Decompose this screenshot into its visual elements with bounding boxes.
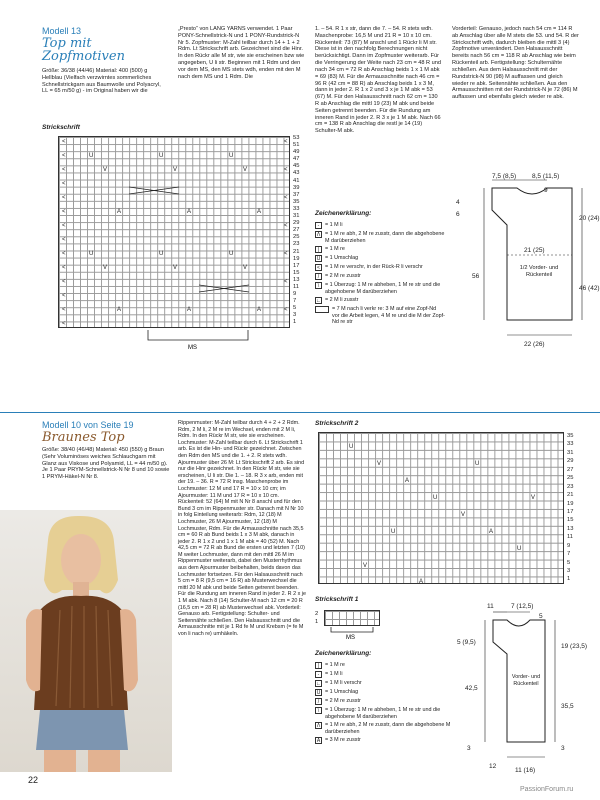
yarn-over-icon: U: [316, 256, 321, 263]
svg-text:A: A: [257, 209, 262, 215]
svg-text:A: A: [419, 579, 424, 585]
model13-row-numbers: 53 51 49 47 45 43 41 39 37 35 33 31 29 27 25 23 21 19 17 15 13 11 9 7 5 3 1: [293, 135, 300, 326]
svg-text:U: U: [229, 251, 234, 257]
svg-text:A: A: [117, 209, 122, 215]
model10-chart2-symbols: [319, 433, 565, 585]
svg-text:3: 3: [561, 745, 565, 752]
svg-text:V: V: [103, 265, 108, 271]
svg-text:<: <: [62, 181, 66, 187]
knit-icon: |: [315, 662, 322, 669]
svg-text:V: V: [377, 461, 382, 467]
svg-text:U: U: [89, 153, 94, 159]
svg-text:V: V: [173, 265, 178, 271]
svg-text:7,5 (8,5): 7,5 (8,5): [492, 173, 517, 180]
svg-text:U: U: [391, 529, 396, 535]
knit-icon: |: [315, 246, 322, 253]
svg-text:<: <: [284, 251, 288, 257]
svg-text:V: V: [173, 167, 178, 173]
svg-text:A: A: [117, 307, 122, 313]
ssk-icon: \: [315, 707, 322, 714]
model10-col1: Größe: 38/40 (46/48) Material: 450 (550) g Braun (Sehr Voluminöses weiches Schlauchgarn mit Glanz aus Viskose und Polyamid, LL = 44 m/50 g). Je 1 Paar PRYM-Schnellstrick-N Nr 8 und 10 sowie 1 PRYM-Häkel-N Nr 8.: [42, 447, 170, 481]
svg-text:9: 9: [544, 187, 548, 194]
svg-text:V: V: [103, 167, 108, 173]
svg-text:<: <: [62, 265, 66, 271]
svg-text:<: <: [62, 195, 66, 201]
svg-text:<: <: [284, 279, 288, 285]
k2tog-icon: /: [315, 273, 322, 280]
ssk-icon: \: [315, 282, 322, 289]
svg-text:V: V: [531, 495, 536, 501]
photo-illustration: [0, 510, 172, 772]
svg-text:A: A: [257, 307, 262, 313]
double-decrease-icon: Λ: [316, 231, 321, 238]
svg-text:U: U: [89, 251, 94, 257]
svg-text:46 (42): 46 (42): [579, 285, 600, 292]
svg-text:42,5: 42,5: [465, 685, 478, 692]
svg-text:U: U: [517, 546, 522, 552]
svg-text:V: V: [363, 563, 368, 569]
svg-text:U: U: [433, 495, 438, 501]
svg-text:6: 6: [456, 211, 460, 218]
purl-icon: -: [315, 671, 322, 678]
svg-text:20 (24): 20 (24): [579, 215, 600, 222]
model10-title: Braunes Top: [42, 429, 125, 445]
watermark: PassionForum.ru: [520, 786, 574, 793]
p2tog-icon: ∟: [316, 298, 321, 305]
svg-text:V: V: [243, 265, 248, 271]
model13-col3: 1. – 54. R 1 x str, dann die 7. – 54. R stets wdh. Maschenprobe: 16,5 M und 21 R = 10 x 10 cm. Rückenteil: 73 (87) M anschl und 1 Rückr li M str. Diese ist in den nachfolg Berechnungen nicht berücksichtigt. Dann im Zopfmuster weiterarb. Für die Verringerung der Weite nach 23 cm = 48 R und nach 34 cm = 72 R ab Anschlag beids 1 x 1 M abk = 69 (83) M. Für die Armausschnitte nach 46 cm = 96 R (42 cm = 88 R) ab Anschlag beids 1 x 3 M, dann in jeder 2. R 1 x 2 und 3 x je 1 M abk = 53 (67) M. Für den Halsausschnitt nach 62 cm = 130 R ab Anschlag die mittl 19 (23) M abk und beide Seiten getrennt beenden. Für die Rundung am inneren Rand in jeder 2. R 3 x je 1 M abk. Nach 66 cm = 138 R ab Anschlag die restl je 14 (19) Schulter-M abk.: [315, 26, 441, 135]
svg-text:<: <: [62, 223, 66, 229]
svg-text:U: U: [159, 153, 164, 159]
k3tog-icon: A: [316, 738, 321, 745]
svg-text:<: <: [284, 307, 288, 313]
model10-col2: Rippenmuster: M-Zahl teilbar durch 4 + 2 + 2 Rdm. Rdm, 2 M li, 2 M re im Wechsel, enden mit 2 M li, Rdm. In den Rückr M str, wie sie erscheinen. Lochmuster: M-Zahl teilbar durch 6. Lt Strickschrift 1 arb. Es ist die Hin- und Rückr gezeichnet. Zwischen den Rdm den MS und die 1. + 2. R stets wdh. Ajourmuster über 26 M: Lt Strickschrift 2 arb. Es sind nur die Hinr gezeichnet. In den Rückr M str, wie sie erscheinen, U li str. Die 1. – 18. R 3 x arb, enden mit der 19. – 36. R = 72 R insg. Maschenprobe im Lochmuster: 12 M und 17 R = 10 x 10 cm; im Ajourmuster: 11 M und 17 R = 10 x 10 cm. Rückenteil: 52 (64) M mit N Nr 8 anschl und für den Bund 3 cm im Rippenmuster str. Danach mit N Nr 10 in folg Einteilung weiterarb: Rdm, 12 (18) M Lochmuster, 26 M Ajourmuster, 12 (18) M Lochmuster, Rdm. Für die Armausschnitte nach 35,5 cm = 60 R ab Bund beids 1 x 3 M abk, danach in jeder 2. R 1 x 2 und 1 x 1 M abk = 40 (52) M. Nach 42,5 cm = 72 R ab Bund die ersten und letzten 7 (10) M weiter Lochmuster, dann mit den mittl 26 M im Rippenmuster weiterarb, dabei den Musterrhythmus aus dem Ajourmuster beibehalten, beids davon das Lochmuster fortsetzen. Für den Halsausschnitt nach 5 cm = 8 R (9,5 cm = 16 R) ab Musterwechsel die mittl 20 M abk und beide Seiten getrennt beenden. Für die Rundung am inneren Rand in jeder 2. R 2 x je 1 M abk. Nach 8 (14) Schulter-M nach 12 cm = 20 R (16,5 cm = 28 R) ab Musterwechsel abk. Vorderteil: Genauso arb. Fertigstellung: Schulter- und Seitennähte schließen. Den Halsausschnitt und die Armausschnitte mit je 1 Rd fe M und Krebsm (= fe M von li nach re) umhäkeln.: [178, 420, 306, 637]
svg-text:U: U: [349, 444, 354, 450]
model13-piece-label: 1/2 Vorder- und Rückenteil: [519, 265, 559, 278]
model10-row-numbers2: 35 33 31 29 27 25 23 21 19 17 15 13 11 9 7 5 3 1: [567, 433, 574, 583]
svg-text:A: A: [489, 529, 494, 535]
svg-text:22 (26): 22 (26): [524, 341, 545, 348]
double-decrease-icon: Λ: [316, 723, 321, 730]
yarn-over-icon: U: [316, 689, 321, 696]
model10-legend-title: Zeichenerklärung:: [315, 650, 372, 657]
svg-text:<: <: [62, 321, 66, 327]
model13-schematic: [452, 170, 600, 360]
svg-text:5 (9,5): 5 (9,5): [457, 639, 476, 646]
model10-strickschrift2-title: Strickschrift 2: [315, 420, 359, 427]
svg-text:5: 5: [539, 613, 543, 620]
svg-text:21 (25): 21 (25): [524, 247, 545, 254]
twisted-purl-icon: ∟: [316, 680, 321, 687]
svg-text:<: <: [284, 195, 288, 201]
svg-text:12: 12: [489, 763, 497, 770]
model13-legend: Zeichenerklärung: - = 1 M li Λ = 1 M re abh, 2 M re zusstr, dann die abgehobene M darüberziehen | = 1 M re U = 1 Umschlag < = 1 M re verschr, in der Rück-R li verschr / = 2 M re zusstr \ = 1 Überzug: 1 M re abheben, 1 M re str und die abgehobene M darüberziehen ∟ = 2 M li zusstr = 7 M nach li verkr re: 3 M auf eine Zopf-Nd vor die Arbeit legen, 4 M re und die M der Zopf-Nd re str: [315, 210, 445, 326]
svg-text:U: U: [159, 251, 164, 257]
svg-text:V: V: [461, 512, 466, 518]
twisted-knit-icon: <: [315, 264, 322, 271]
svg-text:<: <: [62, 139, 66, 145]
svg-text:<: <: [62, 209, 66, 215]
svg-text:<: <: [62, 279, 66, 285]
cable-icon: [315, 306, 329, 313]
svg-text:56: 56: [472, 273, 480, 280]
section-divider: [0, 412, 600, 413]
model13-ms-label: MS: [188, 345, 197, 351]
model10-chart2-grid: [318, 432, 564, 584]
svg-text:<: <: [284, 139, 288, 145]
svg-text:A: A: [187, 307, 192, 313]
page-number: 22: [28, 775, 39, 785]
model10-header: Modell 10 von Seite 19: [42, 420, 134, 430]
model13-legend-title: Zeichenerklärung:: [315, 210, 372, 217]
model13-col2: „Presto“ von LANG YARNS verwendet. 1 Paar PONY-Schnellstrick-N und 1 PONY-Rundstrick-N Nr 5. Zopfmuster: M-Zahl teilbar durch 14 + 1 + 2 Rdm. Lt Strickschrift arb. Gezeichnet sind die Hinr. In den Rückr alle M str, wie sie erscheinen bzw wie angegeben, U li str. Beginnen mit 1 Rdm und den vor dem MS, den MS stets wdh, enden mit den M nach dem MS und 1 Rdm. Die: [178, 26, 305, 80]
svg-text:<: <: [62, 153, 66, 159]
model13-header-block: [42, 26, 167, 63]
svg-text:<: <: [62, 307, 66, 313]
model10-header-block: [42, 420, 172, 444]
svg-text:U: U: [475, 461, 480, 467]
svg-text:11 (16): 11 (16): [515, 767, 536, 774]
svg-text:7 (12,5): 7 (12,5): [511, 603, 534, 610]
svg-text:<: <: [284, 167, 288, 173]
purl-icon: -: [315, 222, 322, 229]
model13-chart-symbols: [59, 137, 291, 329]
model10-chart1-rows: 2 1: [315, 611, 319, 625]
svg-text:<: <: [62, 251, 66, 257]
svg-text:<: <: [62, 293, 66, 299]
model10-piece-label: Vorder- und Rückenteil: [511, 674, 541, 687]
svg-text:U: U: [229, 153, 234, 159]
svg-text:3: 3: [467, 745, 471, 752]
svg-text:A: A: [187, 209, 192, 215]
model13-ms-bracket: [58, 330, 298, 350]
model13-strickschrift-title: Strickschrift: [42, 124, 80, 131]
model10-legend: Zeichenerklärung: | = 1 M re - = 1 M li ∟ = 1 M li verschr U = 1 Umschlag / = 2 M re zusstr \ = 1 Überzug: 1 M re abheben, 1 M re str und die abgehobene M darüberziehen Λ = 1 M re abh, 2 M re zusstr, dann die abgehobene M darüberziehen A = 3 M re zusstr: [315, 650, 455, 746]
model13-chart-grid: [58, 136, 290, 328]
svg-text:A: A: [405, 478, 410, 484]
model10-chart1-grid: [324, 610, 380, 626]
model10-strickschrift1-title: Strickschrift 1: [315, 596, 359, 603]
svg-text:V: V: [243, 167, 248, 173]
model-photo: [0, 510, 172, 772]
model13-col1: Größe: 36/38 (44/46) Material: 400 (500) g Hellblau (Vielfach verzwirntes sommerliches Schnellstrickgarn aus Baumwolle und Polyacryl, LL = 65 m/50 g) - im Original haben wir die: [42, 68, 161, 95]
k2tog-icon: /: [315, 698, 322, 705]
model10-schematic: [455, 592, 595, 777]
svg-text:19 (23,5): 19 (23,5): [561, 643, 588, 650]
model10-ms-bracket: [324, 627, 384, 641]
svg-text:11: 11: [487, 603, 494, 610]
model13-header: Modell 13: [42, 26, 82, 36]
svg-text:<: <: [62, 237, 66, 243]
svg-text:4: 4: [456, 199, 460, 206]
svg-text:MS: MS: [346, 635, 355, 641]
model13-col4: Vorderteil: Genauso, jedoch nach 54 cm = 114 R ab Anschlag über alle M stets die 53. und 54. R der Strickschrift wdh, dadurch bleiben die mittl 3 (4) Zopfmotive unverändert. Den Halsausschnitt bereits nach 56 cm = 118 R ab Anschlag wie beim Rückenteil arb. Fertigstellung: Schulternähte schließen. Aus dem Halsausschnitt mit der Rundstrick-N 90 (98) M auffassen und gleich wieder re abk. Seitennähte schließen. Aus den Armausschnitten mit der Rundstrick-N je 72 (86) M auffassen und ebenfalls gleich wieder re abk.: [452, 26, 579, 101]
svg-text:35,5: 35,5: [561, 703, 574, 710]
model13-title: Top mit Zopfmotiven: [42, 35, 125, 64]
svg-text:<: <: [62, 167, 66, 173]
svg-text:<: <: [284, 223, 288, 229]
svg-text:8,5 (11,5): 8,5 (11,5): [532, 173, 560, 180]
